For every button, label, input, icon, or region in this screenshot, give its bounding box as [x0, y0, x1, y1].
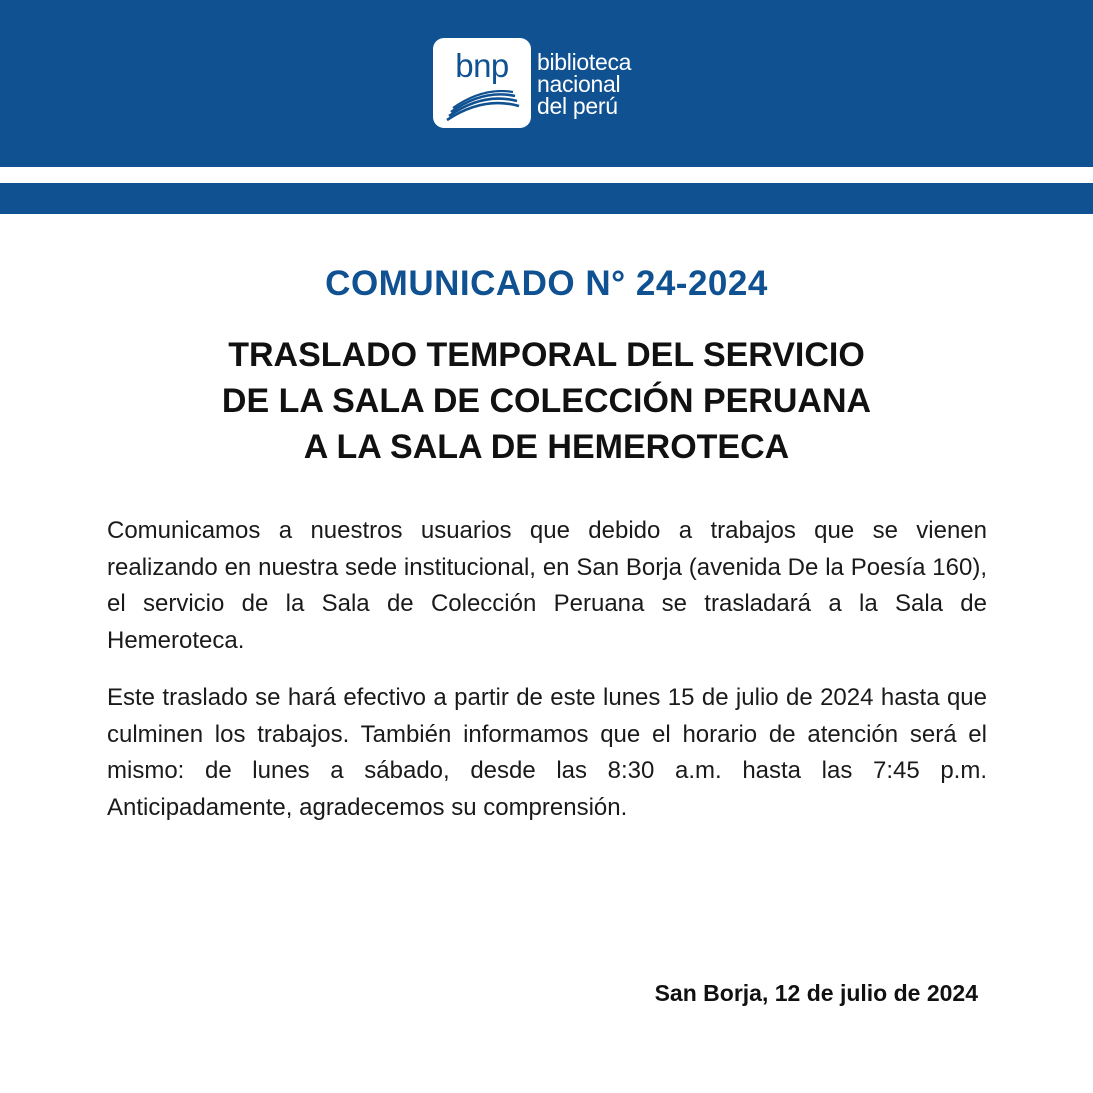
notice-signature: San Borja, 12 de julio de 2024: [654, 980, 978, 1006]
book-swoosh-icon: [443, 90, 521, 122]
logo-abbreviation: bnp: [455, 47, 509, 84]
logo-name-line: biblioteca: [537, 49, 632, 75]
header-stripe: [0, 183, 1093, 214]
notice-paragraph: Comunicamos a nuestros usuarios que debido a trabajos que se vienen realizando en nuestra sede institucional, en San Borja (avenida De la Poesía 160), el servicio de la Sala de Colección Peruana se trasladará a la Sala de Hemeroteca.: [107, 517, 987, 654]
subtitle-line: TRASLADO TEMPORAL DEL SERVICIO: [228, 336, 865, 374]
header-band: [0, 0, 1093, 167]
notice-paragraph: Este traslado se hará efectivo a partir de este lunes 15 de julio de 2024 hasta que culminen los trabajos. También informamos que el horario de atención será el mismo: de lunes a sábado, desde las 8:30 a.m. hasta las 7:45 p.m. Anticipadamente, agradecemos su comprensión.: [107, 684, 987, 821]
bnp-logo: [433, 38, 531, 128]
logo-name-line: del perú: [537, 93, 618, 119]
logo-name-line: nacional: [537, 71, 621, 97]
subtitle-line: A LA SALA DE HEMEROTECA: [303, 428, 790, 466]
notice-subtitle: [0, 332, 1093, 470]
notice-title: COMUNICADO N° 24-2024: [325, 264, 768, 303]
subtitle-line: DE LA SALA DE COLECCIÓN PERUANA: [221, 382, 872, 420]
logo-wordmark: [537, 51, 631, 117]
